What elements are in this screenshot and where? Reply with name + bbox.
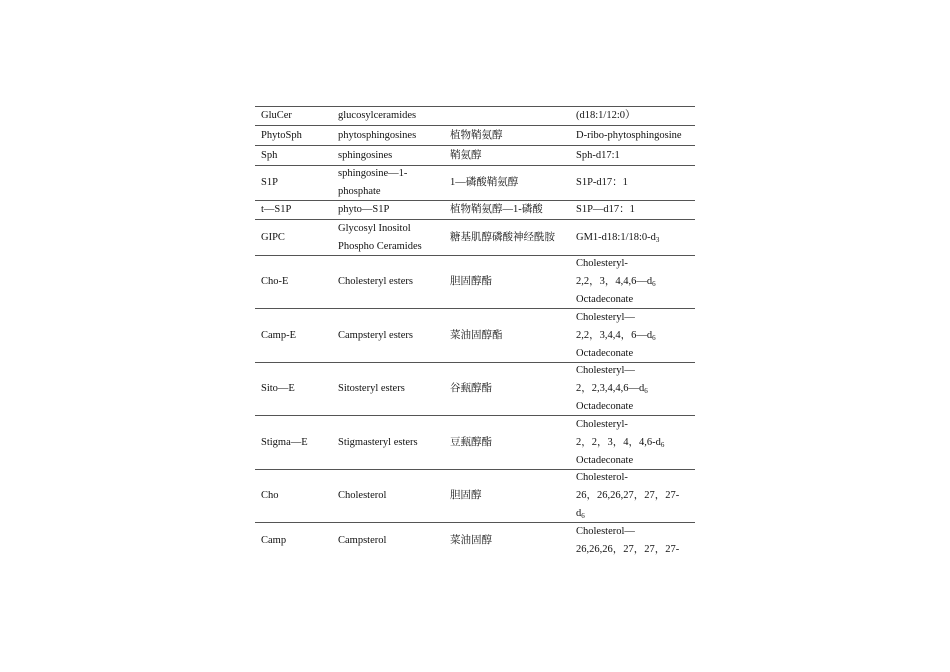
cell-text: Octadeconate (576, 454, 634, 466)
internal-standard-cell (576, 416, 694, 469)
cell-text: Cho (261, 490, 279, 501)
cell-text: phytosphingosines (338, 129, 417, 141)
cell-text: Camp (261, 534, 287, 546)
cell-text: Octadeconate (576, 294, 634, 305)
cell-text: S1P-d17：1 (576, 177, 628, 188)
english-name-cell (338, 363, 448, 415)
cell-text: Sph-d17:1 (576, 149, 620, 161)
table-row (255, 106, 695, 125)
cell-text: Stigmasteryl esters (338, 436, 418, 448)
table-row (255, 362, 695, 415)
cell-text: Phospho Ceramides (338, 240, 422, 252)
internal-standard-cell (576, 201, 694, 219)
cell-text: 26,26,26，27，27，27- (576, 543, 680, 555)
chinese-name-cell (450, 416, 574, 469)
cell-text: 胆固醇酯 (450, 276, 492, 287)
chinese-name-cell (450, 107, 574, 125)
cell-text: Sitosteryl esters (338, 383, 405, 394)
cell-text: Campsterol (338, 534, 387, 546)
english-name-cell (338, 220, 448, 255)
cell-text: 鞘氨醇 (450, 149, 482, 161)
table-row (255, 522, 695, 558)
abbreviation-cell (261, 220, 335, 255)
cell-text: 植物鞘氨醇—1-磷酸 (450, 204, 543, 215)
table-row (255, 200, 695, 219)
cell-text: Camp-E (261, 329, 296, 341)
abbreviation-cell (261, 309, 335, 362)
cell-text: 2，2，3，4，$4,6-d_6$ (576, 436, 665, 449)
cell-text: phosphate (338, 186, 381, 197)
cell-text: 糖基肌醇磷酸神经酰胺 (450, 231, 555, 243)
abbreviation-cell (261, 166, 335, 200)
cell-text: $d_6$ (576, 508, 585, 520)
abbreviation-cell (261, 363, 335, 415)
english-name-cell (338, 523, 448, 558)
cell-text: Cholesteryl esters (338, 276, 413, 287)
abbreviation-cell (261, 256, 335, 308)
internal-standard-cell (576, 523, 694, 558)
chinese-name-cell (450, 309, 574, 362)
abbreviation-cell (261, 523, 335, 558)
cell-text: $GM1-d18:1/18:0-d_3$ (576, 231, 660, 244)
cell-text: 胆固醇 (450, 490, 482, 501)
cell-text: 2,2，3，$4,4,6—d_6$ (576, 276, 656, 288)
cell-text: Cholesterol- (576, 472, 628, 483)
cell-text: (d18:1/12:0） (576, 110, 636, 121)
cell-text: 2,2，3,4,4，$6—d_6$ (576, 329, 656, 342)
cell-text: 2，$2,3,4,4,6—d_6$ (576, 383, 648, 395)
table-row (255, 415, 695, 469)
english-name-cell (338, 107, 448, 125)
cell-text: Cholesteryl- (576, 418, 628, 430)
cell-text: Cholesterol (338, 490, 387, 501)
chinese-name-cell (450, 126, 574, 145)
cell-text: Cholesterol— (576, 525, 635, 537)
cell-text: Cholesteryl— (576, 311, 635, 323)
internal-standard-cell (576, 256, 694, 308)
cell-text: PhytoSph (261, 129, 302, 141)
cell-text: Octadeconate (576, 347, 634, 359)
table-row (255, 165, 695, 200)
cell-text: GIPC (261, 231, 285, 243)
english-name-cell (338, 470, 448, 522)
abbreviation-cell (261, 146, 335, 165)
cell-text: Sph (261, 149, 278, 161)
cell-text: 1—磷酸鞘氨醇 (450, 177, 519, 188)
cell-text: 菜油固醇 (450, 534, 492, 546)
internal-standard-cell (576, 146, 694, 165)
english-name-cell (338, 309, 448, 362)
english-name-cell (338, 256, 448, 308)
cell-text: sphingosines (338, 149, 393, 161)
cell-text: Sito—E (261, 383, 295, 394)
abbreviation-cell (261, 470, 335, 522)
english-name-cell (338, 166, 448, 200)
internal-standard-cell (576, 107, 694, 125)
english-name-cell (338, 416, 448, 469)
cell-text: Cho-E (261, 276, 289, 287)
cell-text: glucosylceramides (338, 110, 417, 121)
chinese-name-cell (450, 201, 574, 219)
english-name-cell (338, 126, 448, 145)
chinese-name-cell (450, 523, 574, 558)
cell-text: Cholesteryl- (576, 258, 628, 269)
cell-text: 菜油固醇酯 (450, 329, 503, 341)
table-row (255, 145, 695, 165)
internal-standard-cell (576, 470, 694, 522)
internal-standard-cell (576, 166, 694, 200)
cell-text: 植物鞘氨醇 (450, 129, 503, 141)
cell-text: 26，26,26,27，27，27- (576, 490, 680, 501)
abbreviation-cell (261, 416, 335, 469)
cell-text: 豆甀醇酯 (450, 436, 492, 448)
english-name-cell (338, 146, 448, 165)
chinese-name-cell (450, 146, 574, 165)
cell-text: phyto—S1P (338, 204, 390, 215)
cell-text: GluCer (261, 110, 292, 121)
chinese-name-cell (450, 220, 574, 255)
english-name-cell (338, 201, 448, 219)
chinese-name-cell (450, 166, 574, 200)
chinese-name-cell (450, 256, 574, 308)
cell-text: Glycosyl Inositol (338, 222, 411, 234)
chinese-name-cell (450, 363, 574, 415)
cell-text: sphingosine—1- (338, 168, 408, 179)
cell-text: Stigma—E (261, 436, 308, 448)
internal-standard-cell (576, 309, 694, 362)
abbreviation-cell (261, 126, 335, 145)
abbreviation-cell (261, 201, 335, 219)
cell-text: t—S1P (261, 204, 292, 215)
internal-standard-cell (576, 363, 694, 415)
cell-text: Octadeconate (576, 401, 634, 412)
table-row (255, 308, 695, 362)
table-row (255, 469, 695, 522)
lipid-standards-table (255, 106, 695, 558)
abbreviation-cell (261, 107, 335, 125)
chinese-name-cell (450, 470, 574, 522)
cell-text: 谷甀醇酯 (450, 383, 492, 394)
internal-standard-cell (576, 220, 694, 255)
cell-text: Campsteryl esters (338, 329, 413, 341)
table-row (255, 219, 695, 255)
table-row (255, 125, 695, 145)
cell-text: Cholesteryl— (576, 365, 635, 376)
cell-text: S1P—d17：1 (576, 204, 635, 215)
internal-standard-cell (576, 126, 694, 145)
table-row (255, 255, 695, 308)
cell-text: S1P (261, 177, 278, 188)
cell-text: D-ribo-phytosphingosine (576, 129, 682, 141)
